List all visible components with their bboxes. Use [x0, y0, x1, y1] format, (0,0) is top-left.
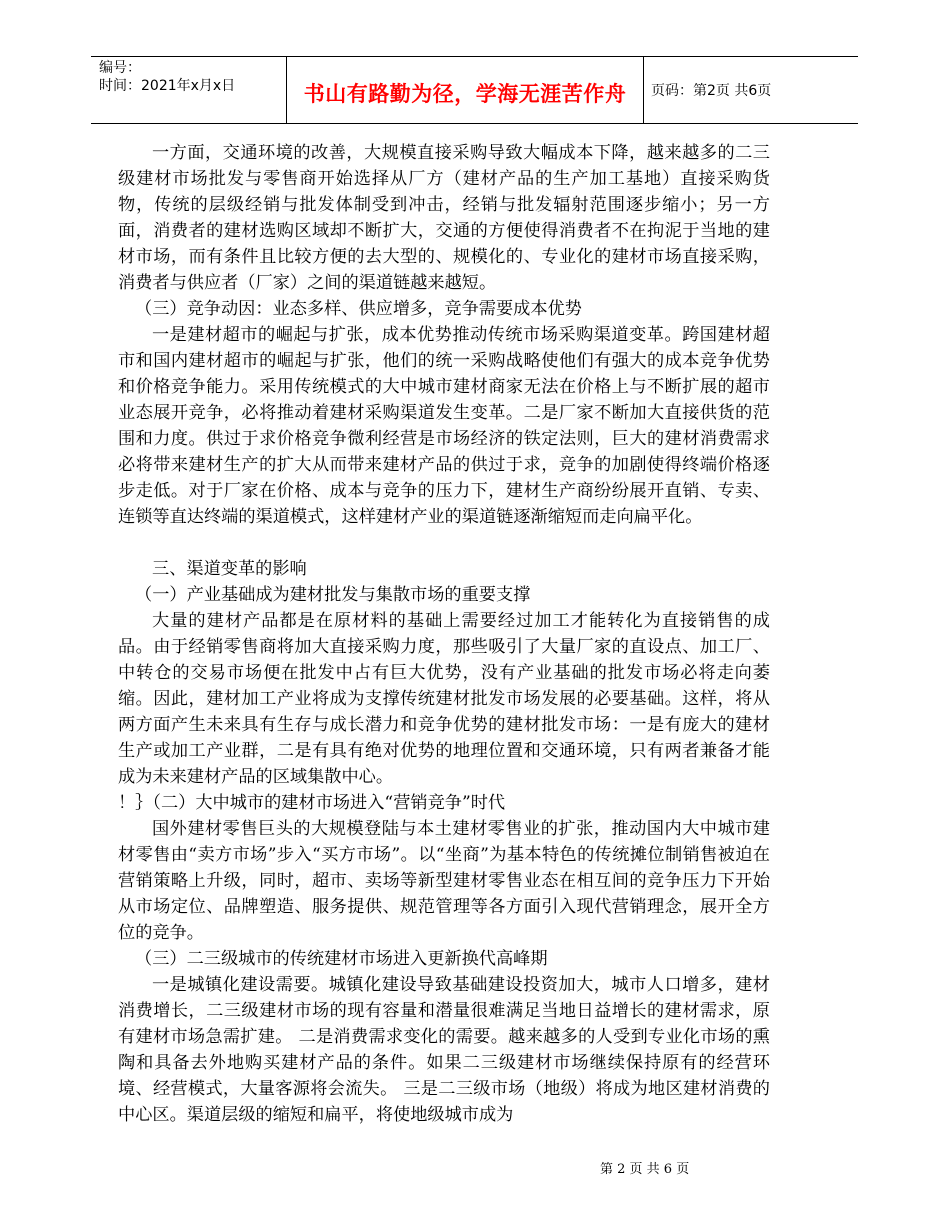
section-subheading: （三）竞争动因：业态多样、供应增多，竞争需要成本优势: [135, 299, 582, 319]
paragraph: 大量的建材产品都是在原材料的基础上需要经过加工才能转化为直接销售的成品。由于经销零售商将加大直接采购力度，那些吸引了大量厂家的直设点、加工厂、中转仓的交易市场便在批发中占有巨大优势，没有产业基础的批发市场必将走向萎缩。因此，建材加工产业将成为支撑传统建材批发市场发展的必要基础。这样，将从两方面产生未来具有生存与成长潜力和竞争优势的建材批发市场：一是有庞大的建材生产或加工产业群，二是有具有绝对优势的地理位置和交通环境，只有两者兼备才能成为未来建材产品的区域集散中心。: [118, 611, 770, 787]
document-body: [118, 140, 770, 1128]
header-motto-cell: [286, 57, 644, 123]
paragraph: 一是城镇化建设需要。城镇化建设导致基础建设投资加大，城市人口增多，建材消费增长，二三级建材市场的现有容量和潜量很难满足当地日益增长的建材需求，原有建材市场急需扩建。 二是消费需求变化的需要。越来越多的人受到专业化市场的熏陶和具备去外地购买建材产品的条件。如果二三级建材市场继续保持原有的经营环境、经营模式，大量客源将会流失。 三是二三级市场（地级）将成为地区建材消费的中心区。渠道层级的缩短和扁平，将使地级城市成为: [118, 975, 770, 1125]
header-motto: 书山有路勤为径，学海无涯苦作舟: [303, 82, 627, 106]
header-meta: [91, 57, 286, 123]
page-header: [91, 56, 858, 124]
blank-line: [118, 530, 770, 556]
page-footer: 第 2 页 共 6 页: [600, 1162, 690, 1177]
section-subheading: （一）产业基础成为建材批发与集散市场的重要支撑: [135, 585, 531, 605]
paragraph: 一方面，交通环境的改善，大规模直接采购导致大幅成本下降，越来越多的二三级建材市场批发与零售商开始选择从厂方（建材产品的生产加工基地）直接采购货物，传统的层级经销与批发体制受到冲击，经销与批发辐射范围逐步缩小；另一方面，消费者的建材选购区域却不断扩大，交通的方便使得消费者不在拘泥于当地的建材市场，而有条件且比较方便的去大型的、规模化的、专业化的建材市场直接采购，消费者与供应者（厂家）之间的渠道链越来越短。: [118, 143, 770, 293]
section-subheading: （三）二三级城市的传统建材市场进入更新换代高峰期: [135, 949, 548, 969]
paragraph: 国外建材零售巨头的大规模登陆与本土建材零售业的扩张，推动国内大中城市建材零售由“卖方市场”步入“买方市场”。以“坐商”为基本特色的传统摊位制销售被迫在营销策略上升级，同时，超市、卖场等新型建材零售业态在相互间的竞争压力下开始从市场定位、品牌塑造、服务提供、规范管理等各方面引入现代营销理念，展开全方位的竞争。: [118, 819, 770, 943]
document-number-label: 编号：: [99, 60, 141, 76]
paragraph: 一是建材超市的崛起与扩张，成本优势推动传统市场采购渠道变革。跨国建材超市和国内建材超市的崛起与扩张，他们的统一采购战略使他们有强大的成本竞争优势和价格竞争能力。采用传统模式的大中城市建材商家无法在价格上与不断扩展的超市业态展开竞争，必将推动着建材采购渠道发生变革。二是厂家不断加大直接供货的范围和力度。供过于求价格竞争微利经营是市场经济的铁定法则，巨大的建材消费需求必将带来建材生产的扩大从而带来建材产品的供过于求，竞争的加剧使得终端价格逐步走低。对于厂家在价格、成本与竞争的压力下，建材生产商纷纷展开直销、专卖、连锁等直达终端的渠道模式，这样建材产业的渠道链逐渐缩短而走向扁平化。: [118, 325, 770, 527]
section-subheading: ！｝（二）大中城市的建材市场进入“营销竞争”时代: [118, 793, 506, 813]
document-date-label: 时间：2021年x月x日: [99, 78, 236, 94]
section-heading: 三、渠道变革的影响: [152, 559, 307, 579]
header-page-label: 页码：第2页 共6页: [651, 83, 772, 99]
